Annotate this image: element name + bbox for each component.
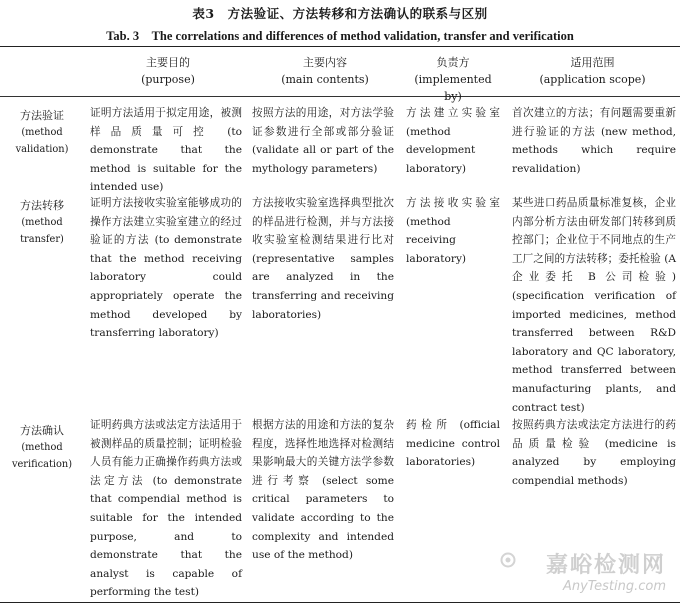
row-label-validation-en: (method validation) <box>15 127 69 155</box>
cell-transfer-scope: 某些进口药品质量标准复核，企业内部分析方法由研发部门转移到质控部门；企业位于不同地点的生产工厂之间的方法转移；委托检验 (A 企业委托 B 公司检验) (specification verification of imported medicines, method transferred between R&D laboratory and QC laboratory, method transferred between manufacturing plants, and contract test) <box>512 197 676 414</box>
header-scope-en: (application scope) <box>539 73 646 86</box>
row-label-verification-zh: 方法确认 <box>20 424 64 437</box>
table-caption <box>0 4 680 44</box>
row-label-validation-zh: 方法验证 <box>20 109 64 122</box>
header-scope <box>510 54 675 88</box>
row-label-validation <box>0 107 84 158</box>
cell-validation-scope: 首次建立的方法；有问题需要重新进行验证的方法 (new method, methods which require revalidation) <box>512 107 676 175</box>
header-implemented-by <box>404 54 502 105</box>
bottom-rule <box>0 602 680 603</box>
row-label-transfer-zh: 方法转移 <box>20 199 64 212</box>
header-purpose-en: (purpose) <box>141 73 195 86</box>
row-label-transfer <box>0 197 84 248</box>
cell-transfer-contents: 方法接收实验室选择典型批次的样品进行检测，并与方法接收实验室检测结果进行比对 (representative samples are analyzed in the transferring and receiving laboratories) <box>252 197 394 321</box>
watermark-text-en: AnyTesting.com <box>562 579 666 594</box>
cell-transfer-implemented-by: 方法接收实验室 (method receiving laboratory) <box>406 197 500 265</box>
header-contents-zh: 主要内容 <box>303 56 347 69</box>
header-purpose <box>88 54 248 88</box>
cell-validation-contents: 按照方法的用途，对方法学验证参数进行全部或部分验证 (validate all or part of the mythology parameters) <box>252 107 394 175</box>
header-contents-en: (main contents) <box>281 73 369 86</box>
row-label-verification-en: (method verification) <box>11 442 73 470</box>
table-title-en: Tab. 3 The correlations and differences of method validation, transfer and verification <box>106 29 574 43</box>
header-implemented-by-en: (implemented by) <box>414 73 492 103</box>
cell-validation-purpose: 证明方法适用于拟定用途，被测样品质量可控 (to demonstrate that the method is suitable for the intended use) <box>90 107 242 194</box>
row-label-verification <box>0 422 84 473</box>
header-implemented-by-zh: 负责方 <box>436 56 470 69</box>
header-purpose-zh: 主要目的 <box>146 56 190 69</box>
cell-transfer-purpose: 证明方法接收实验室能够成功的操作方法建立实验室建立的经过验证的方法 (to demonstrate that the method receiving laboratory could appropriately operate the method developed by transferring laboratory) <box>90 197 242 340</box>
header-contents <box>250 54 400 88</box>
watermark-logo-icon <box>500 552 516 568</box>
watermark-text-zh: 嘉峪检测网 <box>545 553 666 578</box>
table-title-zh: 表3 方法验证、方法转移和方法确认的联系与区别 <box>192 6 488 21</box>
header-rule <box>0 96 680 97</box>
cell-validation-implemented-by: 方法建立实验室 (method development laboratory) <box>406 107 500 175</box>
cell-verification-implemented-by: 药检所 (official medicine control laboratories) <box>406 419 500 469</box>
cell-verification-contents: 根据方法的用途和方法的复杂程度，选择性地选择对检测结果影响最大的关键方法学参数进行考察 (select some critical parameters to validate according to the complexity and intended use of the method) <box>252 419 394 562</box>
cell-verification-scope: 按照药典方法或法定方法进行的药品质量检验 (medicine is analyzed by employing compendial methods) <box>512 419 676 487</box>
header-scope-zh: 适用范围 <box>570 56 615 69</box>
top-rule <box>0 46 680 47</box>
row-label-transfer-en: (method transfer) <box>20 217 64 245</box>
cell-verification-purpose: 证明药典方法或法定方法适用于被测样品的质量控制；证明检验人员有能力正确操作药典方法或法定方法 (to demonstrate that compendial method is suitable for the intended purpose, and to demonstrate that the analyst is capable of performing the test) <box>90 419 242 599</box>
